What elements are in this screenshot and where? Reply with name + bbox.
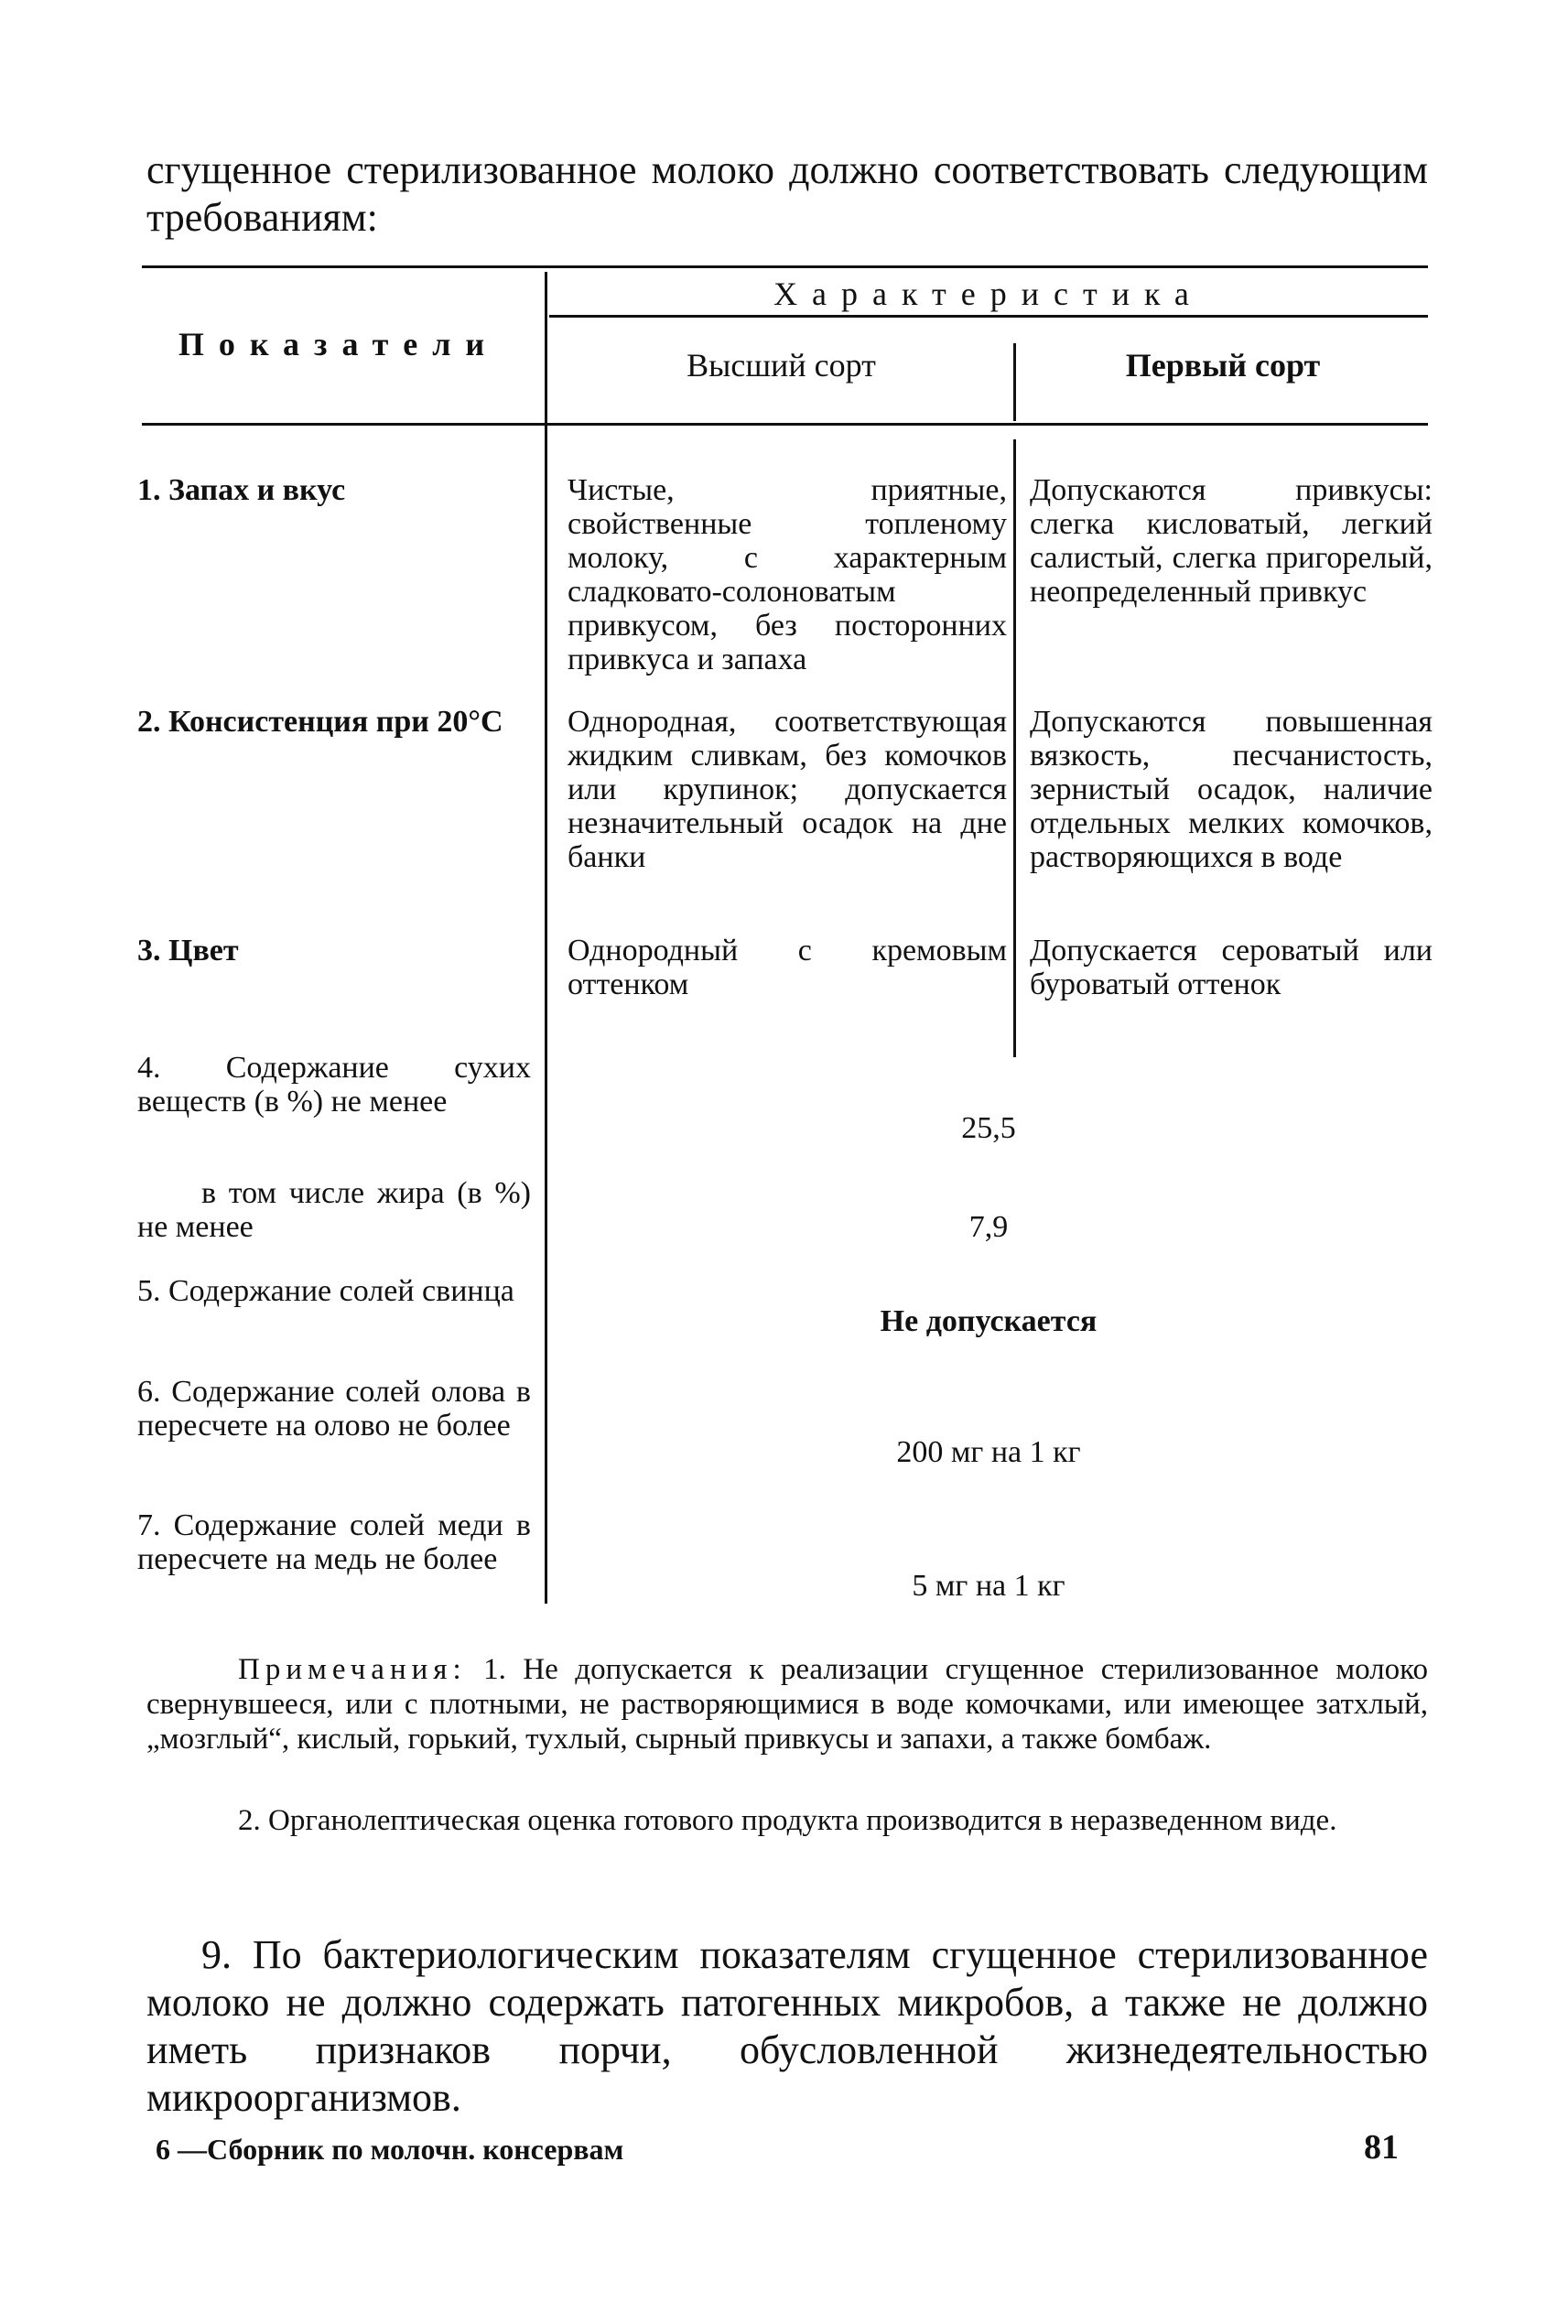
row-2-highest: Однородная, соответствующая жидким сливкам, без комочков или крупинок; допускается незначительный осадок на дне банки <box>568 705 1007 874</box>
row-3-highest: Однородный с кремовым оттенком <box>568 934 1007 1001</box>
note-1 <box>146 1652 1428 1757</box>
row-6-value: 200 мг на 1 кг <box>896 1435 1081 1469</box>
page-number: 81 <box>1364 2128 1399 2167</box>
row-4-indicator: 4. Содержание сухих веществ (в %) не менее <box>137 1051 531 1119</box>
column-divider-2-body <box>1013 439 1016 1057</box>
row-1-highest: Чистые, приятные, свойственные топленому молоку, с характерным сладковато-солоноватым привкусом, без посторонних привкуса и запаха <box>568 473 1007 676</box>
row-4a-value: 7,9 <box>968 1210 1009 1244</box>
row-1-first: Допускаются привкусы: слегка кисловатый, легкий салистый, слегка пригорелый, неопределенный привкус <box>1030 473 1433 609</box>
row-4-value: 25,5 <box>961 1111 1016 1145</box>
row-5-value: Не допускается <box>880 1304 1098 1338</box>
row-4a-indicator: в том числе жира (в %) не менее <box>137 1176 531 1244</box>
header-bottom-rule <box>142 423 1428 426</box>
row-7-indicator: 7. Содержание солей меди в пересчете на медь не более <box>137 1508 531 1576</box>
row-2-first: Допускаются повышенная вязкость, песчанистость, зернистый осадок, наличие отдельных мелких комочков, растворяющихся в воде <box>1030 705 1433 874</box>
row-7-value: 5 мг на 1 кг <box>912 1569 1065 1603</box>
notes-label: Примечания: <box>238 1653 467 1686</box>
header-characteristic: Характеристика <box>773 276 1204 312</box>
row-5-indicator: 5. Содержание солей свинца <box>137 1274 514 1308</box>
note-2: 2. Органолептическая оценка готового продукта производится в неразведенном виде. <box>238 1804 1337 1837</box>
header-sub-rule <box>549 315 1428 318</box>
paragraph-9: 9. По бактериологическим показателям сгущенное стерилизованное молоко не должно содержать патогенных микробов, а также не должно иметь признаков порчи, обусловленной жизнедеятельностью микроорганизмов. <box>146 1932 1428 2120</box>
row-3-indicator: 3. Цвет <box>137 934 239 967</box>
note-1-text: 1. Не допускается к реализации сгущенное стерилизованное молоко свернувшееся, или с плотными, не растворяющимися в воде комочками, или имеющее затхлый, „мозглый“, кислый, горький, тухлый, сырный привкусы и запахи, а также бомбаж. <box>146 1653 1428 1756</box>
header-first: Первый сорт <box>1125 347 1321 384</box>
header-indicators: Показатели <box>178 326 500 362</box>
table-top-rule <box>142 265 1428 268</box>
footer-signature: 6 —Сборник по молочн. консервам <box>156 2133 624 2166</box>
column-divider-2 <box>1013 343 1016 421</box>
row-3-first: Допускается сероватый или буроватый оттенок <box>1030 934 1433 1001</box>
header-highest: Высший сорт <box>687 347 876 384</box>
row-2-indicator: 2. Консистенция при 20°С <box>137 705 503 739</box>
row-6-indicator: 6. Содержание солей олова в пересчете на олово не более <box>137 1375 531 1443</box>
intro-text: сгущенное стерилизованное молоко должно соответствовать следующим требованиям: <box>146 147 1428 240</box>
column-divider-1 <box>545 272 547 1604</box>
row-1-indicator: 1. Запах и вкус <box>137 473 346 507</box>
